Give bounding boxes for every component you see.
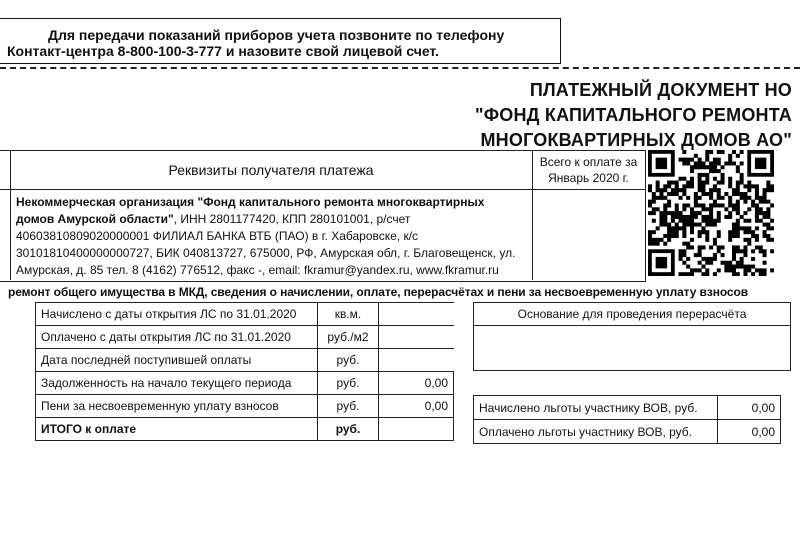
charges-label-cell: ИТОГО к оплате: [36, 418, 318, 441]
veteran-benefit-label-cell: Начислено льготы участнику ВОВ, руб.: [474, 396, 718, 420]
recipient-bank-details: , ИНН 2801177420, КПП 280101001, р/счет 40603810809020000001 ФИЛИАЛ БАНКА ВТБ (ПАО) в г. Хабаровске, к/с 30101810400000000727, БИК 040813727, 675000, РФ, Амурская обл, г. Благовещенск, ул. Амурская, д. 85 тел. 8 (4162) 776512, факс -, email: fkramur@yandex.ru, www.fkramur.ru: [16, 212, 516, 277]
recipient-org-name: Некоммерческая организация "Фонд капитального ремонта многоквартирных домов Амурской области": [16, 195, 485, 226]
charges-label-cell: Задолженность на начало текущего периода: [36, 372, 318, 395]
total-due-line-1: Всего к оплате за: [539, 154, 638, 169]
charges-row: [36, 326, 454, 349]
charges-table: [35, 302, 454, 441]
charges-value-cell: [379, 418, 454, 441]
veteran-benefit-value-cell: 0,00: [718, 396, 781, 420]
charges-label-cell: Оплачено с даты открытия ЛС по 31.01.2020: [36, 326, 318, 349]
tear-off-line: [0, 67, 800, 69]
charges-row: [36, 372, 454, 395]
veteran-benefit-row: [474, 420, 781, 444]
charges-value-cell: [379, 349, 454, 372]
charges-value-cell: 0,00: [379, 395, 454, 418]
document-title: [372, 78, 792, 153]
recalculation-body: [474, 326, 791, 371]
charges-row: [36, 303, 454, 326]
charges-unit-cell: руб.: [318, 349, 379, 372]
recalculation-table: [473, 302, 791, 371]
charges-label-cell: Пени за несвоевременную уплату взносов: [36, 395, 318, 418]
veteran-benefit-label-cell: Оплачено льготы участнику ВОВ, руб.: [474, 420, 718, 444]
total-due-caption: [532, 150, 645, 189]
charges-value-cell: [379, 303, 454, 326]
notice-line-1: Для передачи показаний приборов учета позвоните по телефону: [48, 27, 505, 43]
charges-value-cell: [379, 326, 454, 349]
qr-code: [648, 150, 774, 276]
charges-unit-cell: руб./м2: [318, 326, 379, 349]
title-line-2: "ФОНД КАПИТАЛЬНОГО РЕМОНТА: [474, 105, 792, 125]
charges-label-cell: Начислено с даты открытия ЛС по 31.01.2020: [36, 303, 318, 326]
veteran-benefit-table: [473, 395, 781, 444]
veteran-benefit-value-cell: 0,00: [718, 420, 781, 444]
charges-unit-cell: руб.: [318, 372, 379, 395]
section-title: ремонт общего имущества в МКД, сведения о начислении, оплате, перерасчётах и пени за несвоевременную уплату взносов: [8, 285, 748, 299]
charges-value-cell: 0,00: [379, 372, 454, 395]
recipient-header: Реквизиты получателя платежа: [168, 161, 374, 178]
recipient-details: [16, 194, 524, 279]
notice-line-2: Контакт-центра 8-800-100-3-777 и назовите свой лицевой счет.: [7, 43, 439, 59]
charges-unit-cell: руб.: [318, 418, 379, 441]
title-line-3: МНОГОКВАРТИРНЫХ ДОМОВ АО": [480, 130, 792, 150]
charges-row: [36, 418, 454, 441]
charges-unit-cell: кв.м.: [318, 303, 379, 326]
charges-unit-cell: руб.: [318, 395, 379, 418]
veteran-benefit-row: [474, 396, 781, 420]
charges-row: [36, 395, 454, 418]
charges-row: [36, 349, 454, 372]
recalculation-header: Основание для проведения перерасчёта: [474, 303, 791, 326]
total-due-line-2: Январь 2020 г.: [548, 170, 629, 185]
charges-label-cell: Дата последней поступившей оплаты: [36, 349, 318, 372]
title-line-1: ПЛАТЕЖНЫЙ ДОКУМЕНТ НО: [529, 80, 792, 100]
